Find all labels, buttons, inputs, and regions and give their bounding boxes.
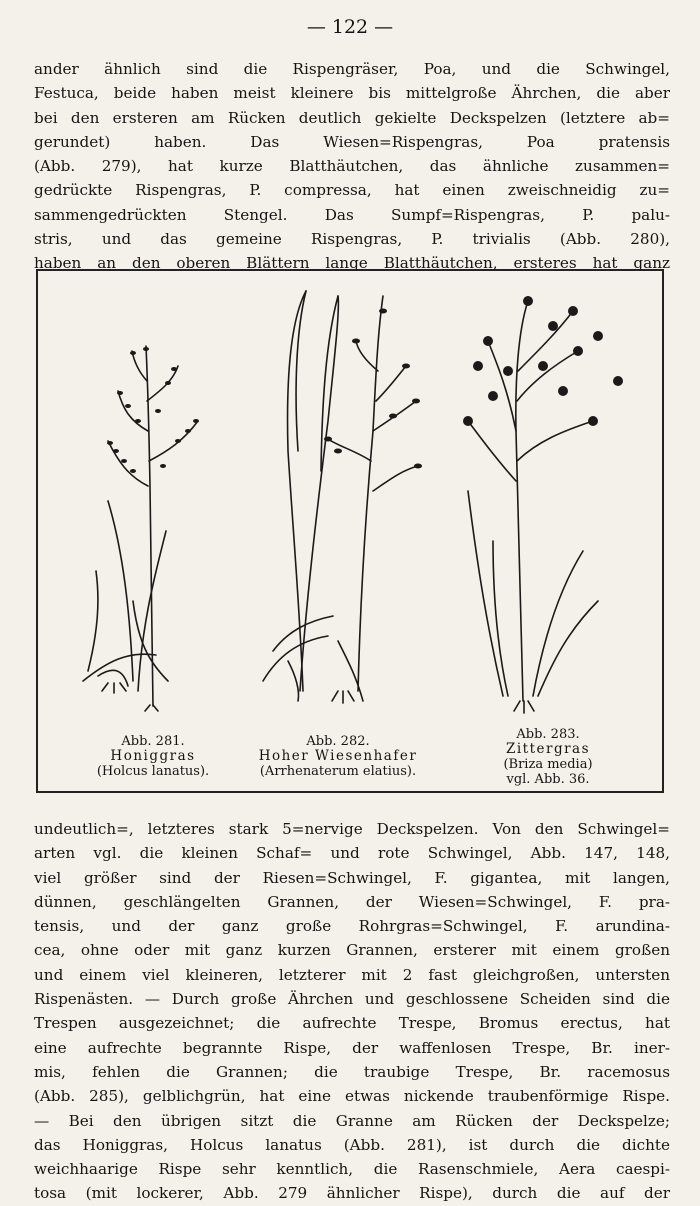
text-line: tosa (mit lockerer, Abb. 279 ähnlicher Rispe), durch die auf der bbox=[34, 1184, 670, 1203]
text-line: und einem viel kleineren, letzterer mit 2 fast gleichgroßen, untersten bbox=[34, 965, 670, 984]
page-number: — 122 — bbox=[306, 16, 394, 38]
text-line: gedrückte Rispengras, P. compressa, hat einen zweischneidig zu= bbox=[34, 181, 670, 200]
text-line: das Honiggras, Holcus lanatus (Abb. 281), ist durch die dichte bbox=[34, 1135, 670, 1154]
holcus-lanatus-illustration bbox=[83, 346, 199, 711]
text-line: (Abb. 279), hat kurze Blatthäutchen, das ähnliche zusammen= bbox=[34, 157, 670, 176]
text-line: haben an den oberen Blättern lange Blatthäutchen, ersteres hat ganz bbox=[34, 254, 670, 273]
text-line: cea, ohne oder mit ganz kurzen Grannen, ersterer mit einem großen bbox=[34, 941, 670, 960]
figure-caption-281 bbox=[68, 734, 238, 779]
figure-note: vgl. Abb. 36. bbox=[506, 772, 590, 787]
text-line: ander ähnlich sind die Rispengräser, Poa, und die Schwingel, bbox=[34, 60, 670, 78]
text-line: mis, fehlen die Grannen; die traubige Trespe, Br. racemosus bbox=[34, 1062, 670, 1081]
text-line: undeutlich=, letzteres stark 5=nervige Deckspelzen. Von den Schwingel= bbox=[34, 820, 670, 838]
figure-latin-name: (Briza media) bbox=[503, 757, 593, 772]
figure-caption-282 bbox=[243, 734, 433, 779]
text-line: viel größer sind der Riesen=Schwingel, F. gigantea, mit langen, bbox=[34, 868, 670, 887]
text-line: weichhaarige Rispe sehr kenntlich, die Rasenschmiele, Aera caespi- bbox=[34, 1160, 670, 1179]
figure-latin-name: (Arrhenaterum elatius). bbox=[259, 764, 417, 779]
top-paragraph bbox=[34, 57, 670, 276]
text-line: eine aufrechte begrannte Rispe, der waffenlosen Trespe, Br. iner- bbox=[34, 1038, 670, 1057]
text-line: — Bei den übrigen sitzt die Granne am Rücken der Deckspelze; bbox=[34, 1111, 670, 1130]
text-line: (Abb. 285), gelblichgrün, hat eine etwas nickende traubenförmige Rispe. bbox=[34, 1087, 670, 1106]
figure-label: Abb. 283. bbox=[516, 727, 580, 742]
text-line: Festuca, beide haben meist kleinere bis mittelgroße Ährchen, die aber bbox=[34, 84, 670, 103]
grass-illustrations bbox=[38, 271, 662, 791]
figure-label: Abb. 281. bbox=[121, 734, 185, 749]
figure-plate bbox=[36, 269, 664, 793]
text-line: bei den ersteren am Rücken deutlich gekielte Deckspelzen (letztere ab= bbox=[34, 108, 670, 127]
figure-caption-283 bbox=[468, 727, 628, 787]
briza-media-illustration bbox=[463, 296, 623, 713]
figure-latin-name: (Holcus lanatus). bbox=[96, 764, 210, 779]
text-line: dünnen, geschlängelten Grannen, der Wiesen=Schwingel, F. pra- bbox=[34, 892, 670, 911]
figure-label: Abb. 282. bbox=[306, 734, 370, 749]
text-line: sammengedrückten Stengel. Das Sumpf=Rispengras, P. palu- bbox=[34, 205, 670, 224]
figure-title: Zittergras bbox=[505, 741, 591, 757]
text-line: Rispenästen. — Durch große Ährchen und geschlossene Scheiden sind die bbox=[34, 990, 670, 1009]
text-line: arten vgl. die kleinen Schaf= und rote Schwingel, Abb. 147, 148, bbox=[34, 844, 670, 863]
bottom-paragraph bbox=[34, 817, 670, 1206]
figure-title: Honiggras bbox=[110, 748, 196, 764]
text-line: stris, und das gemeine Rispengras, P. trivialis (Abb. 280), bbox=[34, 230, 670, 249]
text-line: Trespen ausgezeichnet; die aufrechte Trespe, Bromus erectus, hat bbox=[34, 1014, 670, 1033]
arrhenaterum-elatius-illustration bbox=[263, 291, 422, 703]
text-line: tensis, und der ganz große Rohrgras=Schwingel, F. arundina- bbox=[34, 917, 670, 936]
figure-title: Hoher Wiesenhafer bbox=[258, 748, 418, 764]
text-line: gerundet) haben. Das Wiesen=Rispengras, Poa pratensis bbox=[34, 132, 670, 151]
